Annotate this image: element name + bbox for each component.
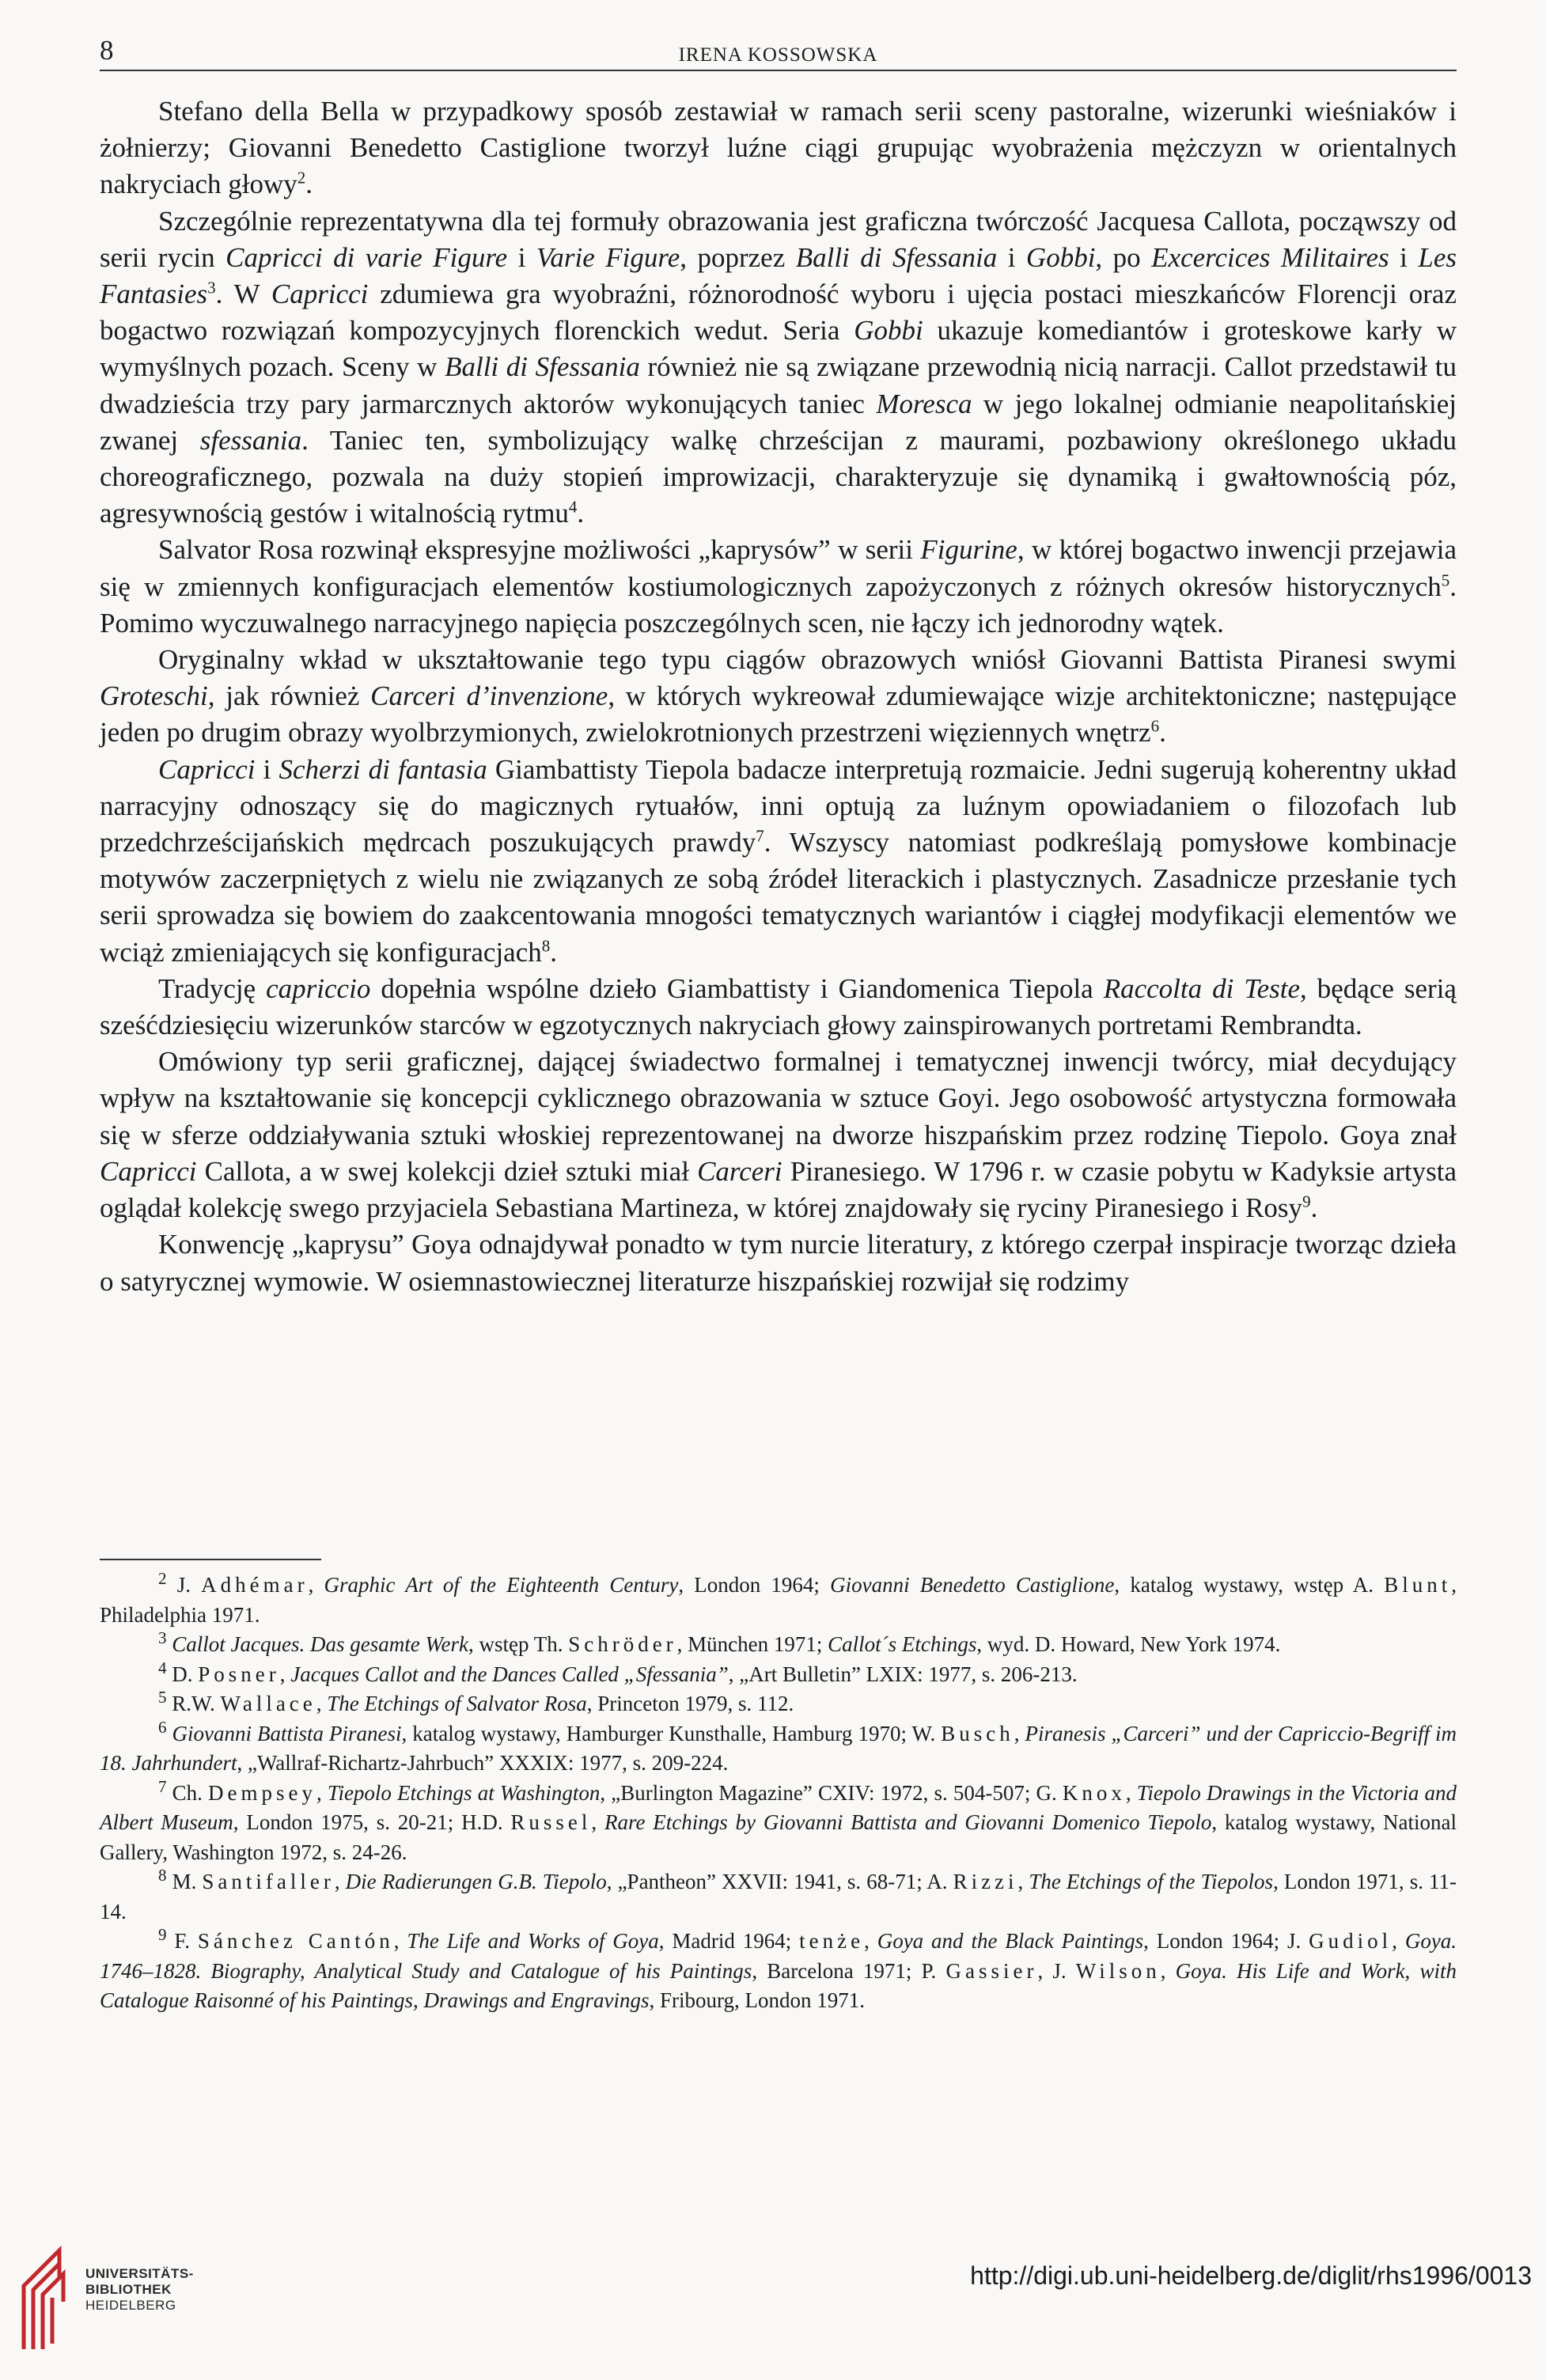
- library-name-line: HEIDELBERG: [85, 2298, 176, 2313]
- text-run: ,: [308, 1573, 324, 1597]
- footnote-ref-2: 2: [297, 168, 306, 188]
- text-run: , London 1964;: [678, 1573, 831, 1597]
- library-name-line: BIBLIOTHEK: [85, 2282, 172, 2297]
- italic-title: Capricci: [271, 279, 369, 310]
- text-run: w jego lokalnej odmianie neapolitańskiej zwanej: [100, 388, 1457, 456]
- italic-title: Groteschi,: [100, 680, 215, 712]
- italic-title: Callot Jacques. Das gesamte Werk: [172, 1632, 468, 1656]
- author-name: Wallace: [220, 1692, 316, 1715]
- paragraph-7: [100, 1044, 1457, 1226]
- author-name: Sánchez Cantón: [197, 1929, 394, 1953]
- footnote-number: 4: [158, 1658, 167, 1677]
- text-run: Piranesiego. W 1796 r. w czasie pobytu w Kadyksie artysta oglądał kolekcję swego przyjaciela Sebastiana Martineza, w której znajdowały się ryciny Piranesiego i Rosy: [100, 1155, 1457, 1224]
- author-name: Dempsey: [208, 1780, 317, 1805]
- text-run: . W: [215, 279, 271, 310]
- italic-title: Gobbi: [854, 315, 923, 347]
- italic-title: Carceri d’invenzione: [370, 680, 608, 712]
- footnote-number: 6: [158, 1717, 167, 1737]
- italic-title: Giovanni Benedetto Castiglione: [830, 1573, 1115, 1597]
- text-run: i: [255, 753, 279, 785]
- footnote-3: [100, 1630, 1457, 1660]
- text-run: ,: [316, 1780, 328, 1805]
- italic-title: Goya. His Life and Work, with Catalogue Raisonné of his Paintings, Drawings and Engravings: [100, 1958, 1457, 2012]
- author-name: Adhémar: [201, 1573, 309, 1597]
- text-run: również nie są związane przewodnią nicią narracji. Callot przedstawił tu dwadzieścia trzy pary jarmarcznych aktorów wykonujących taniec: [100, 351, 1457, 419]
- text-run: , „Pantheon” XXVII: 1941, s. 68-71; A.: [606, 1870, 953, 1893]
- text-run: Omówiony typ serii graficznej, dającej świadectwo formalnej i tematycznej inwencji twórcy, miał decydujący wpływ na kształtowanie się koncepcji cyklicznego obrazowania w sztuce Goyi. Jego osobowość artystyczna formowała się w sferze oddziaływania sztuki włoskiej reprezentowanej na dworze hiszpańskim przez rodzinę Tiepolo. Goya znał: [100, 1046, 1457, 1150]
- footnote-7: [100, 1776, 1457, 1868]
- italic-title: Moresca: [876, 388, 972, 419]
- italic-title: Balli di Sfessania: [795, 241, 998, 273]
- footnote-8: [100, 1867, 1457, 1927]
- text-run: ,: [1125, 1780, 1137, 1805]
- text-run: , München 1971;: [676, 1632, 828, 1656]
- text-run: i: [1389, 241, 1419, 273]
- footnote-ref-3: 3: [207, 278, 216, 298]
- paragraph-6: [100, 971, 1457, 1044]
- footnote-9: [100, 1927, 1457, 2016]
- footnote-number: 8: [158, 1866, 167, 1885]
- text-run: , katalog wystawy, Hamburger Kunsthalle, Hamburg 1970; W.: [401, 1721, 942, 1745]
- footnote-5: [100, 1689, 1457, 1719]
- text-run: Callota, a w swej kolekcji dzieł sztuki miał: [196, 1155, 698, 1187]
- text-run: , London 1964; J.: [1143, 1929, 1309, 1953]
- footnotes: [100, 1571, 1457, 2016]
- italic-title: Graphic Art of the Eighteenth Century: [324, 1573, 679, 1597]
- text-run: , London 1971, s. 11-14.: [100, 1870, 1457, 1923]
- footnote-ref-4: 4: [568, 497, 578, 517]
- text-run: Szczególnie reprezentatywna dla tej formuły obrazowania jest graficzna twórczość Jacquesa Callota, począwszy od serii rycin: [100, 205, 1457, 273]
- footnote-ref-6: 6: [1150, 716, 1160, 736]
- author-name: Gudiol: [1309, 1929, 1393, 1953]
- italic-title: Les Fantasies: [100, 241, 1457, 310]
- text-run: ,: [1392, 1929, 1405, 1953]
- author-name: Santifaller: [202, 1870, 335, 1893]
- italic-title: Piranesis „Carceri” und der Capriccio-Begriff im 18. Jahrhundert: [100, 1721, 1457, 1775]
- footnote-number: 5: [158, 1688, 167, 1707]
- text-run: Giambattisty Tiepola badacze interpretują rozmaicie. Jedni sugerują koherentny układ narracyjny odnoszący się do magicznych rytuałów, inni optują za luźnym opowiadaniem o filozofach lub przedchrześcijańskich mędrcach poszukujących prawdy: [100, 753, 1457, 858]
- text-run: , Barcelona 1971; P.: [752, 1958, 946, 1983]
- italic-title: Scherzi di fantasia: [279, 753, 487, 785]
- text-run: , będące serią sześćdziesięciu wizerunków starców w egzotycznych nakryciach głowy zainspirowanych portretami Rembrandta.: [100, 972, 1457, 1041]
- body-text: [100, 93, 1457, 1300]
- text-run: , London 1975, s. 20-21; H.D.: [233, 1810, 511, 1834]
- text-run: Oryginalny wkład w ukształtowanie tego typu ciągów obrazowych wniósł Giovanni Battista Piranesi swymi: [158, 644, 1457, 676]
- text-run: ,: [591, 1810, 604, 1834]
- italic-title: Gobbi: [1025, 241, 1096, 273]
- text-run: ,: [279, 1662, 291, 1686]
- text-run: Konwencję „kaprysu” Goya odnajdywał ponadto w tym nurcie literatury, z którego czerpał inspiracje tworząc dzieła o satyrycznej wymowie. W osiemnastowiecznej literaturze hiszpańskiej rozwijał się rodzimy: [100, 1229, 1457, 1297]
- library-name: [85, 2266, 194, 2314]
- text-run: ,: [393, 1929, 407, 1953]
- source-url[interactable]: http://digi.ub.uni-heidelberg.de/diglit/rhs1996/0013: [970, 2261, 1532, 2290]
- footnote-number: 9: [158, 1925, 167, 1944]
- italic-title: Capricci: [100, 1155, 197, 1187]
- footnote-ref-5: 5: [1441, 570, 1450, 589]
- italic-title: Raccolta di Teste: [1103, 972, 1300, 1004]
- italic-title: The Etchings of the Tiepolos: [1029, 1870, 1274, 1893]
- text-run: ,: [334, 1870, 346, 1893]
- text-run: , „Wallraf-Richartz-Jahrbuch” XXXIX: 1977, s. 209-224.: [237, 1751, 729, 1775]
- footnote-4: [100, 1660, 1457, 1690]
- italic-title: capriccio: [266, 972, 371, 1004]
- text-run: dopełnia wspólne dzieło Giambattisty i Giandomenica Tiepola: [370, 972, 1104, 1004]
- paragraph-1: [100, 93, 1457, 203]
- italic-title: Callot´s Etchings: [828, 1632, 977, 1656]
- footnote-number: 2: [158, 1569, 167, 1588]
- author-name: Russel: [510, 1810, 592, 1834]
- text-run: Tradycję: [158, 972, 267, 1004]
- footnote-number: 7: [158, 1776, 167, 1796]
- italic-title: Goya and the Black Paintings: [877, 1929, 1144, 1953]
- author-name: Gassier: [945, 1958, 1038, 1983]
- paragraph-8: [100, 1226, 1457, 1299]
- text-run: ,: [1017, 1870, 1029, 1893]
- running-head-author: IRENA KOSSOWSKA: [678, 44, 878, 66]
- text-run: , katalog wystawy, wstęp A.: [1114, 1573, 1385, 1597]
- text-run: jak również: [214, 680, 371, 712]
- text-run: , Princeton 1979, s. 112.: [586, 1692, 794, 1715]
- text-run: D.: [172, 1662, 199, 1686]
- author-name: Schröder: [568, 1632, 677, 1656]
- author-name: Busch: [941, 1721, 1014, 1745]
- text-run: M.: [172, 1870, 203, 1893]
- text-run: , „Burlington Magazine” CXIV: 1972, s. 504-507; G.: [600, 1780, 1063, 1805]
- italic-title: Capricci di varie Figure: [225, 241, 508, 273]
- footnote-6: [100, 1719, 1457, 1779]
- text-run: , po: [1095, 241, 1152, 273]
- text-run: .: [577, 498, 585, 529]
- text-run: , Fribourg, London 1971.: [649, 1988, 866, 2012]
- text-run: , Philadelphia 1971.: [100, 1573, 1457, 1627]
- page-number: 8: [100, 35, 114, 66]
- paragraph-4: [100, 642, 1457, 752]
- italic-title: Giovanni Battista Piranesi: [172, 1721, 402, 1745]
- text-run: , katalog wystawy, National Gallery, Washington 1972, s. 24-26.: [100, 1810, 1457, 1864]
- italic-title: Excercices Militaires: [1151, 241, 1389, 273]
- text-run: . Pomimo wyczuwalnego narracyjnego napięcia poszczególnych scen, nie łączy ich jednorodny wątek.: [100, 570, 1457, 639]
- italic-title: Carceri: [697, 1155, 782, 1187]
- italic-title: Goya. 1746–1828. Biography, Analytical Study and Catalogue of his Paintings: [100, 1929, 1457, 1983]
- text-run: ukazuje komediantów i groteskowe karły w wymyślnych pozach. Sceny w: [100, 315, 1457, 383]
- text-run: . Taniec ten, symbolizujący walkę chrześcijan z maurami, pozbawiony określonego układu choreograficznego, pozwala na duży stopień improwizacji, charakteryzuje się dynamiką i gwałtownością póz, agresywnością gestów i witalnością rytmu: [100, 424, 1457, 529]
- italic-title: Jacques Callot and the Dances Called „Sfessania”: [290, 1662, 729, 1686]
- running-header: [100, 35, 1457, 71]
- text-run: i: [997, 241, 1026, 273]
- text-run: ,: [1014, 1721, 1025, 1745]
- text-run: .: [1310, 1192, 1318, 1224]
- text-run: , wstęp Th.: [468, 1632, 569, 1656]
- italic-title: Figurine: [920, 534, 1017, 566]
- library-emblem-icon: [16, 2242, 71, 2353]
- italic-title: The Etchings of Salvator Rosa: [327, 1692, 587, 1715]
- footnote-ref-9: 9: [1302, 1192, 1311, 1211]
- text-run: i: [507, 241, 536, 273]
- library-name-line: UNIVERSITÄTS-: [85, 2266, 194, 2281]
- header-rule: [100, 70, 1457, 71]
- text-run: , „Art Bulletin” LXIX: 1977, s. 206-213.: [728, 1662, 1078, 1686]
- text-run: . Wszyscy natomiast podkreślają pomysłowe kombinacje motywów zaczerpniętych z wielu nie związanych ze sobą źródeł literackich i plastycznych. Zasadnicze przesłanie tych serii sprowadza się bowiem do zaakcentowania mnogości tematycznych wariantów i ciągłej modyfikacji elementów we wciąż zmieniających się konfiguracjach: [100, 827, 1457, 968]
- author-name: Posner: [198, 1662, 280, 1686]
- text-run: J.: [176, 1573, 202, 1597]
- footnote-separator: [100, 1559, 321, 1560]
- italic-title: Tiepolo Etchings at Washington: [327, 1780, 601, 1805]
- text-run: Stefano della Bella w przypadkowy sposób zestawiał w ramach serii sceny pastoralne, wizerunki wieśniaków i żołnierzy; Giovanni Benedetto Castiglione tworzył luźne ciągi grupując wyobrażenia mężczyzn w orientalnych nakryciach głowy: [100, 96, 1457, 200]
- italic-title: The Life and Works of Goya: [407, 1929, 659, 1953]
- italic-title: Rare Etchings by Giovanni Battista and Giovanni Domenico Tiepolo: [604, 1810, 1212, 1834]
- footnote-2: [100, 1571, 1457, 1630]
- footnote-ref-7: 7: [756, 826, 764, 846]
- footnote-ref-8: 8: [541, 936, 551, 956]
- text-run: , poprzez: [680, 241, 796, 273]
- text-run: ,: [1160, 1958, 1176, 1983]
- italic-title: Balli di Sfessania: [445, 351, 640, 383]
- text-run: .: [305, 169, 313, 200]
- author-name: Knox: [1062, 1780, 1126, 1805]
- library-logo[interactable]: [16, 2233, 206, 2359]
- author-name: Wilson: [1075, 1958, 1161, 1983]
- paragraph-2: [100, 203, 1457, 532]
- text-run: , w której bogactwo inwencji przejawia się w zmiennych konfiguracjach elementów kostiumologicznych zapożyczonych z różnych okresów historycznych: [100, 534, 1457, 602]
- text-run: ,: [316, 1692, 328, 1715]
- text-run: .: [550, 936, 557, 968]
- footnote-number: 3: [158, 1628, 167, 1647]
- italic-title: sfessania: [199, 424, 302, 456]
- italic-title: Varie Figure: [536, 241, 680, 273]
- italic-title: Capricci: [158, 753, 256, 785]
- author-name: tenże: [799, 1929, 865, 1953]
- paragraph-3: [100, 532, 1457, 642]
- text-run: Salvator Rosa rozwinął ekspresyjne możliwości „kaprysów” w serii: [158, 534, 921, 566]
- italic-title: Tiepolo Drawings in the Victoria and Albert Museum: [100, 1780, 1457, 1834]
- paragraph-5: [100, 752, 1457, 971]
- text-run: , Madrid 1964;: [658, 1929, 800, 1953]
- text-run: F.: [174, 1929, 198, 1953]
- text-run: .: [1159, 717, 1166, 748]
- text-run: R.W.: [172, 1692, 221, 1715]
- text-run: ,: [864, 1929, 877, 1953]
- author-name: Blunt: [1384, 1573, 1452, 1597]
- text-run: zdumiewa gra wyobraźni, różnorodność wyboru i ujęcia postaci mieszkańców Florencji oraz bogactwo rozwiązań kompozycyjnych florenckich wedut. Seria: [100, 279, 1457, 347]
- text-run: , w których wykreował zdumiewające wizje architektoniczne; następujące jeden po drugim obrazy wyolbrzymionych, zwielokrotnionych przestrzeni więziennych wnętrz: [100, 680, 1457, 748]
- italic-title: Die Radierungen G.B. Tiepolo: [345, 1870, 607, 1893]
- text-run: Ch.: [172, 1780, 209, 1805]
- author-name: Rizzi: [953, 1870, 1018, 1893]
- text-run: , wyd. D. Howard, New York 1974.: [976, 1632, 1281, 1656]
- text-run: , J.: [1037, 1958, 1076, 1983]
